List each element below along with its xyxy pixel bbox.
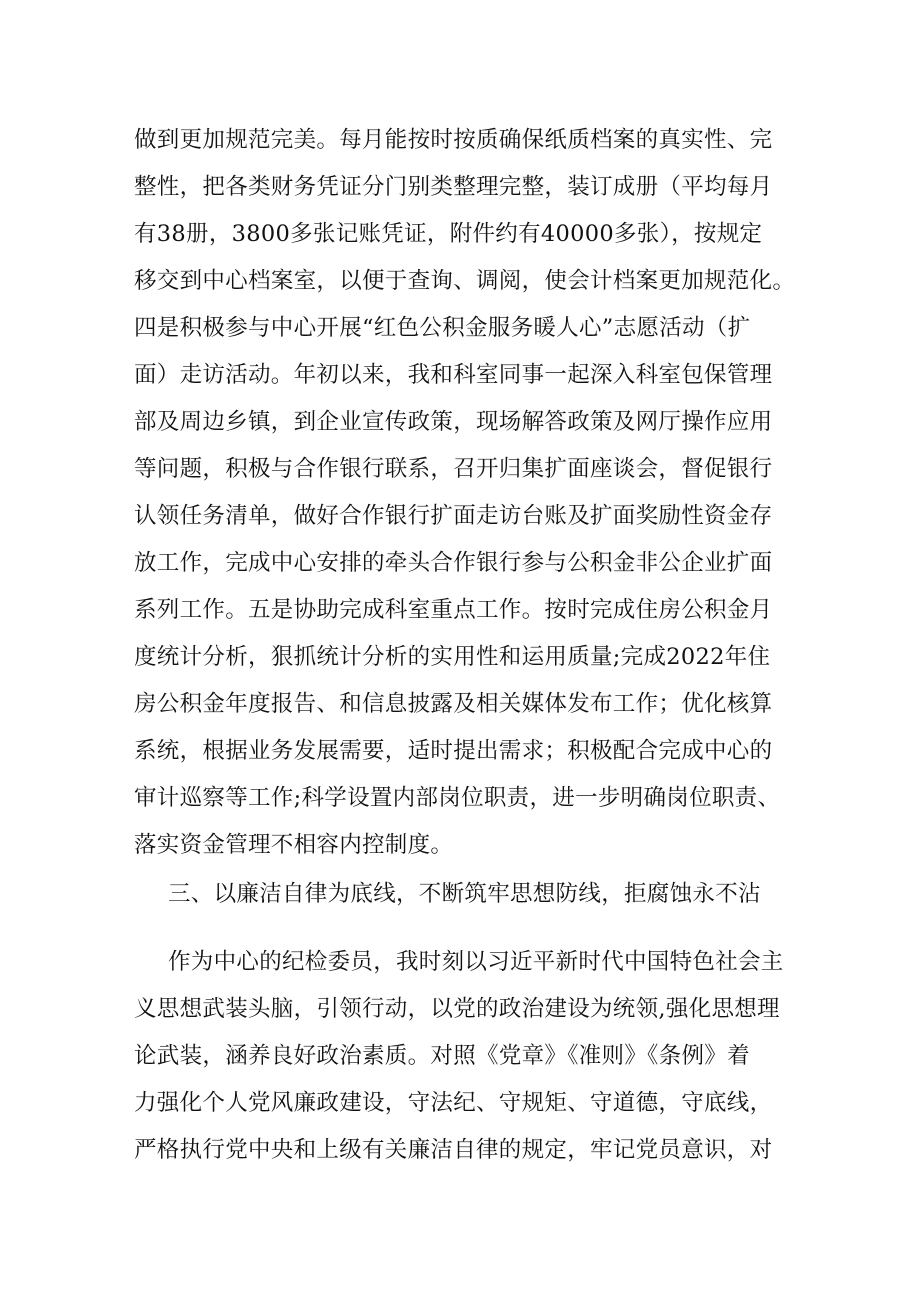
paragraph-line: 系统，根据业务发展需要，适时提出需求；积极配合完成中心的 [134, 738, 773, 764]
paragraph-line: 作为中心的纪检委员，我时刻以习近平新时代中国特色社会主 [168, 949, 784, 975]
paragraph-line: 有38册，3800多张记账凭证，附件约有40000多张），按规定 [134, 221, 763, 247]
section-heading: 三、以廉洁自律为底线，不断筑牢思想防线，拒腐蚀永不沾 [168, 881, 761, 907]
paragraph-line: 部及周边乡镇，到企业宣传政策，现场解答政策及网厅操作应用 [134, 409, 773, 435]
paragraph-line: 整性，把各类财务凭证分门别类整理完整，装订成册（平均每月 [134, 174, 773, 200]
paragraph-line: 系列工作。五是协助完成科室重点工作。按时完成住房公积金月 [134, 597, 773, 623]
paragraph-line: 移交到中心档案室，以便于查询、调阅，使会计档案更加规范化。 [134, 268, 796, 294]
paragraph-line: 做到更加规范完美。每月能按时按质确保纸质档案的真实性、完 [134, 127, 773, 153]
paragraph-line: 落实资金管理不相容内控制度。 [134, 832, 454, 858]
paragraph-line: 严格执行党中央和上级有关廉洁自律的规定，牢记党员意识，对 [134, 1137, 773, 1163]
paragraph-line: 放工作，完成中心安排的牵头合作银行参与公积金非公企业扩面 [134, 550, 773, 576]
paragraph-line: 力强化个人党风廉政建设，守法纪、守规矩、守道德，守底线， [134, 1090, 773, 1116]
paragraph-line: 四是积极参与中心开展“红色公积金服务暖人心”志愿活动（扩 [134, 315, 751, 341]
paragraph-line: 等问题，积极与合作银行联系，召开归集扩面座谈会，督促银行 [134, 456, 773, 482]
paragraph-line: 度统计分析，狠抓统计分析的实用性和运用质量;完成2022年住 [134, 644, 771, 670]
paragraph-line: 认领任务清单，做好合作银行扩面走访台账及扩面奖励性资金存 [134, 503, 773, 529]
paragraph-line: 义思想武装头脑，引领行动，以党的政治建设为统领,强化思想理 [134, 996, 780, 1022]
paragraph-line: 面）走访活动。年初以来，我和科室同事一起深入科室包保管理 [134, 362, 773, 388]
paragraph-line: 房公积金年度报告、和信息披露及相关媒体发布工作；优化核算 [134, 691, 773, 717]
paragraph-line: 审计巡察等工作;科学设置内部岗位职责，进一步明确岗位职责、 [134, 785, 781, 811]
paragraph-line: 论武装，涵养良好政治素质。对照《党章》《准则》《条例》着 [134, 1043, 750, 1069]
